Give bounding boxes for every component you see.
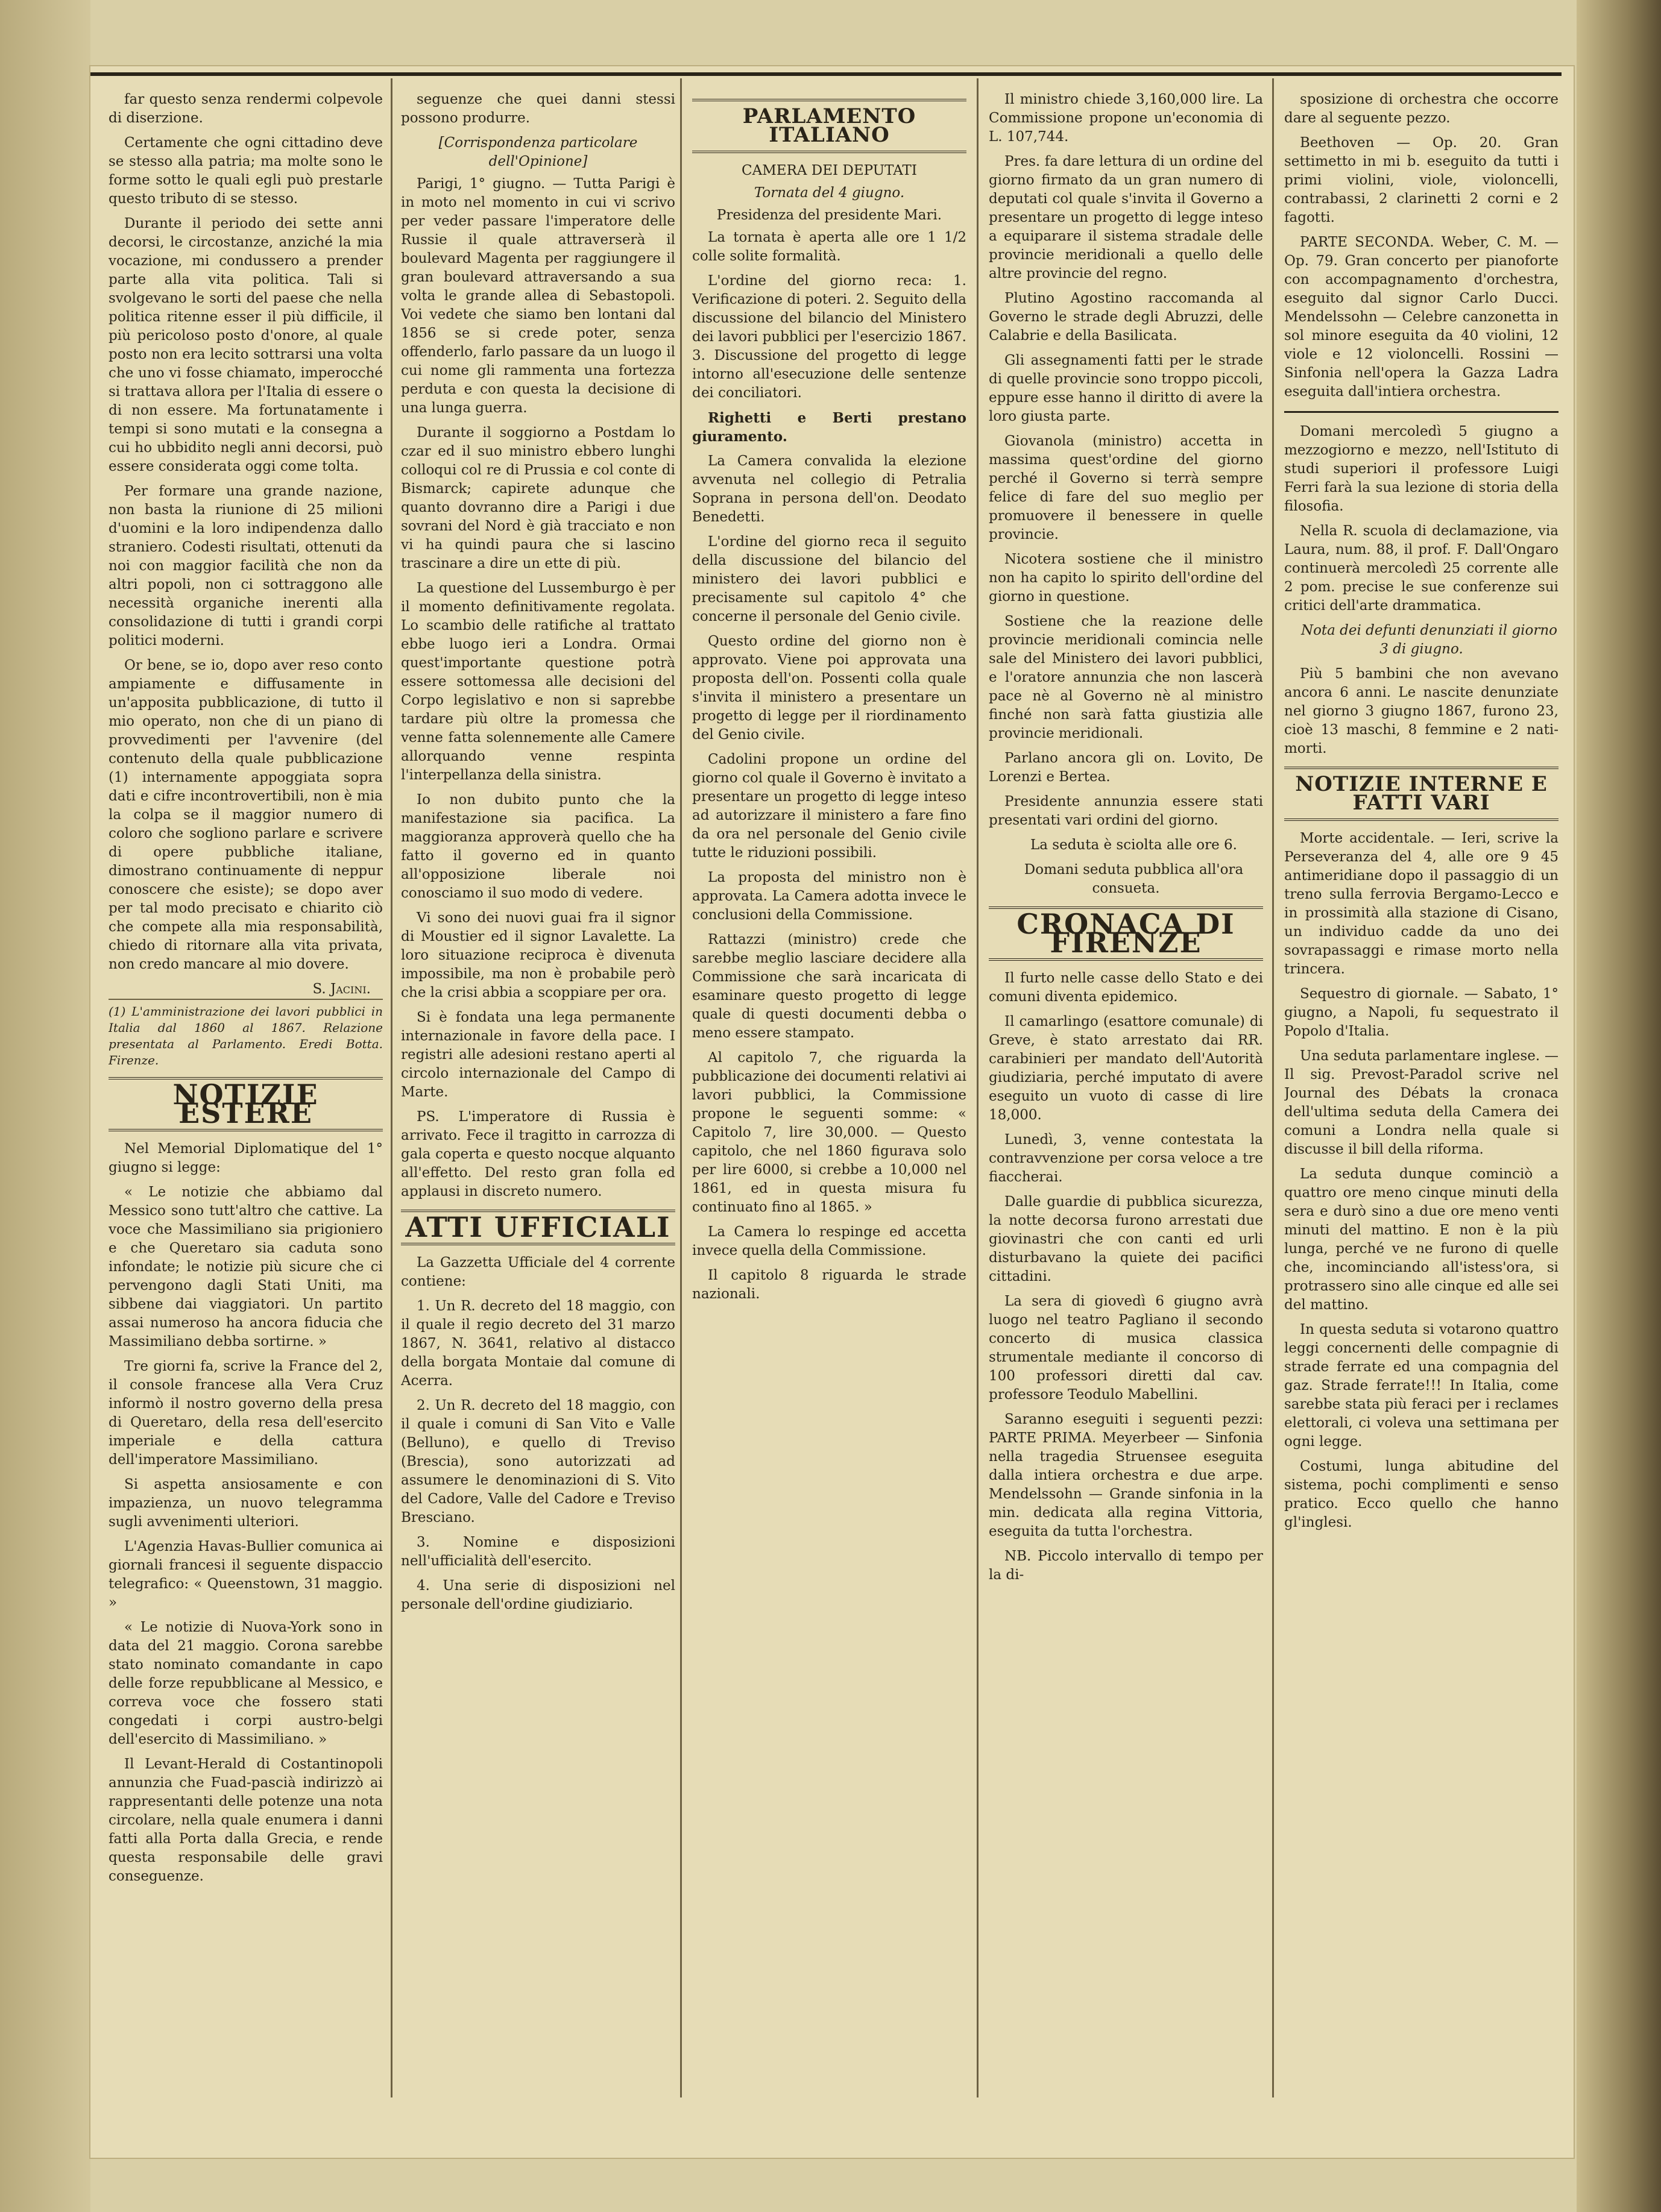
page-left-edge — [0, 0, 90, 2212]
paragraph: La proposta del ministro non è approvata. La Camera adotta invece le conclusioni della Commissione. — [692, 870, 966, 923]
paragraph: Sequestro di giornale. — Sabato, 1° giugno, a Napoli, fu sequestrato il Popolo d'Italia. — [1284, 986, 1559, 1039]
paragraph: Pres. fa dare lettura di un ordine del giorno firmato da un gran numero di deputati col quale s'invita il Governo a presentare un progetto di legge inteso a equiparare il sistema stradale delle provincie meridionali a quello delle altre provincie del regno. — [989, 154, 1263, 281]
column-rule — [391, 78, 392, 2097]
paragraph: Nella R. scuola di declamazione, via Laura, num. 88, il prof. F. Dall'Ongaro continuerà mercoledì 25 corrente alle 2 pom. precise le sue conferenze sui critici dell'arte drammatica. — [1284, 523, 1559, 614]
paragraph: Saranno eseguiti i seguenti pezzi: PARTE PRIMA. Meyerbeer — Sinfonia nella tragedia Struensee eseguita dalla intiera orchestra e due arpe. Mendelssohn — Grande sinfonia in la min. dedicata alla regina Vittoria, eseguita da tutta l'orchestra. — [989, 1412, 1263, 1539]
separator — [1284, 411, 1559, 413]
paragraph: Costumi, lunga abitudine del sistema, pochi complimenti e senso pratico. Ecco quello che hanno gl'inglesi. — [1284, 1459, 1559, 1530]
paragraph: Certamente che ogni cittadino deve se stesso alla patria; ma molte sono le forme sotto le quali egli può prestarle questo tributo di se stesso. — [109, 135, 383, 207]
paragraph: Il furto nelle casse dello Stato e dei comuni diventa epidemico. — [989, 970, 1263, 1005]
paragraph: Vi sono dei nuovi guai fra il signor di Moustier ed il signor Lavalette. La loro situazione reciproca è divenuta impossibile, ma non è probabile però che la crisi abbia a scoppiare per ora. — [401, 910, 675, 1001]
paragraph: Il ministro chiede 3,160,000 lire. La Commissione propone un'economia di L. 107,744. — [989, 92, 1263, 145]
paragraph: La Camera convalida la elezione avvenuta nel collegio di Petralia Soprana in persona dell'on. Deodato Benedetti. — [692, 453, 966, 525]
paragraph: Il Levant-Herald di Costantinopoli annunzia che Fuad-pascià indirizzò ai rappresentanti delle potenze una nota circolare, nella quale enumera i danni fatti alla Porta dalla Grecia, e rende questa responsabile delle gravi conseguenze. — [109, 1756, 383, 1884]
paragraph: Io non dubito punto che la manifestazione sia pacifica. La maggioranza approverà quello che ha fatto il governo ed in quanto all'opposizione liberale noi conosciamo il suo modo di vedere. — [401, 792, 675, 901]
paragraph: Il camarlingo (esattore comunale) di Greve, è stato arrestato dai RR. carabinieri per mandato dell'Autorità giudiziaria, perché imputato di avere eseguito un vuoto di casse di lire 18,000. — [989, 1014, 1263, 1123]
paragraph: Dalle guardie di pubblica sicurezza, la notte decorsa furono arrestati due giovinastri che con canti ed urli disturbavano la quiete dei pacifici cittadini. — [989, 1194, 1263, 1284]
paragraph: « Le notizie di Nuova-York sono in data del 21 maggio. Corona sarebbe stato nominato comandante in capo delle forze repubblicane al Messico, e correva voce che fossero stati congedati i corpi austro-belgi dell'esercito di Massimiliano. » — [109, 1620, 383, 1747]
paragraph: Beethoven — Op. 20. Gran settimetto in mi b. eseguito da tutti i primi violini, viole, violoncelli, contrabassi, 2 clarinetti 2 corni e 2 fagotti. — [1284, 135, 1559, 225]
paragraph: L'ordine del giorno reca il seguito della discussione del bilancio del ministero dei lavori pubblici e precisamente sul capitolo 4° che concerne il personale del Genio civile. — [692, 534, 966, 624]
paragraph: Si aspetta ansiosamente e con impazienza, un nuovo telegramma sugli avvenimenti ulteriori. — [109, 1477, 383, 1530]
paragraph: Una seduta parlamentare inglese. — Il sig. Prevost-Paradol scrive nel Journal des Débats la cronaca dell'ultima seduta della Camera dei comuni a Londra nella quale si discusse il bill della riforma. — [1284, 1048, 1559, 1157]
paragraph: Durante il soggiorno a Postdam lo czar ed il suo ministro ebbero lunghi colloqui col re di Prussia e col conte di Bismarck; capirete adunque che quanto dovranno dire a Parigi i due sovrani del Nord è già tracciato e non vi ha quindi paura che si lascino trascinare a dire un ette di più. — [401, 425, 675, 571]
paragraph: 4. Una serie di disposizioni nel personale dell'ordine giudiziario. — [401, 1578, 675, 1612]
paragraph: La seduta dunque cominciò a quattro ore meno cinque minuti della sera e durò sino a due ore meno venti minuti del mattino. E non è la più lunga, perché ve ne furono di quelle che, incominciando all'istess'ora, si protrassero sino alle cinque ed alle sei del mattino. — [1284, 1166, 1559, 1313]
paragraph: seguenze che quei danni stessi possono produrre. — [401, 92, 675, 126]
section-headline: NOTIZIE ESTERE — [109, 1077, 383, 1131]
paragraph: 1. Un R. decreto del 18 maggio, con il quale il regio decreto del 31 marzo 1867, N. 3641, relativo al distacco della borgata Montaie dal comune di Acerra. — [401, 1298, 675, 1389]
paragraph: 3. Nomine e disposizioni nell'ufficialità dell'esercito. — [401, 1535, 675, 1569]
column-2 — [401, 90, 675, 2097]
paragraph: PARTE SECONDA. Weber, C. M. — Op. 79. Gran concerto per pianoforte con accompagnamento d'orchestra, eseguito dal signor Carlo Ducci. Mendelssohn — Celebre canzonetta in sol minore eseguita da 40 violini, 12 viole e 12 violoncelli. Rossini — Sinfonia nell'opera la Gazza Ladra eseguita dall'intiera orchestra. — [1284, 234, 1559, 400]
section-headline: ATTI UFFICIALI — [401, 1210, 675, 1245]
section-headline: CRONACA DI FIRENZE — [989, 906, 1263, 961]
paragraph: PS. L'imperatore di Russia è arrivato. Fece il tragitto in carrozza di gala coperta e questo nocque alquanto all'effetto. Del resto gran folla ed applausi in discreto numero. — [401, 1109, 675, 1199]
paragraph: La sera di giovedì 6 giugno avrà luogo nel teatro Pagliano il secondo concerto di musica classica strumentale mediante il concorso di 100 professori diretti dal cav. professore Teodulo Mabellini. — [989, 1293, 1263, 1403]
column-rule — [977, 78, 979, 2097]
paragraph: « Le notizie che abbiamo dal Messico sono tutt'altro che cattive. La voce che Massimiliano sia prigioniero e che Queretaro sia caduta sono infondate; le notizie più sicure che ci pervengono dagli Stati Uniti, ma sibbene dai viaggiatori. Un partito assai numeroso ha ancora fiducia che Massimiliano debba sortirne. » — [109, 1184, 383, 1350]
paragraph: Durante il periodo dei sette anni decorsi, le circostanze, anziché la mia vocazione, mi condussero a prender parte alla vita politica. Tali si svolgevano le sorti del paese che nella politica ritenne esser il più difficile, il più pericoloso posto d'onore, al quale posto non era lecito sottrarsi una volta che uno vi fosse chiamato, imperocché si trattava allora per l'Italia di essere o di non essere. Ma fortunatamente i tempi si sono mutati e la consegna a cui ho ubbidito negli anni decorsi, può essere considerata oggi come tolta. — [109, 216, 383, 474]
paragraph: In questa seduta si votarono quattro leggi concernenti delle compagnie di strade ferrate ed una compagnia del gaz. Strade ferrate!!! In Italia, come sarebbe stata più feraci per i reclames elettorali, ci voleva una settimana per ogni legge. — [1284, 1322, 1559, 1450]
paragraph: Gli assegnamenti fatti per le strade di quelle provincie sono troppo piccoli, eppure esse hanno il diritto di avere la loro giusta parte. — [989, 353, 1263, 424]
paragraph: Al capitolo 7, che riguarda la pubblicazione dei documenti relativi ai lavori pubblici, la Commissione propone le seguenti somme: « Capitolo 7, lire 30,000. — Questo capitolo, che nel 1860 figurava solo per lire 6000, si crebbe a 10,000 nel 1861, ed in questa misura fu continuato fino al 1865. » — [692, 1050, 966, 1215]
paragraph: Lunedì, 3, venne contestata la contravvenzione per corsa veloce a tre fiaccherai. — [989, 1132, 1263, 1185]
paragraph: Il capitolo 8 riguarda le strade nazionali. — [692, 1268, 966, 1302]
paragraph: Questo ordine del giorno non è approvato. Viene poi approvata una proposta dell'on. Possenti colla quale s'invita il ministero a presentare un progetto di legge per il riordinamento del Genio civile. — [692, 633, 966, 743]
paragraph: NB. Piccolo intervallo di tempo per la di- — [989, 1548, 1263, 1583]
signature: S. Jacini. — [312, 981, 371, 997]
column-4 — [989, 90, 1263, 2097]
paragraph: Morte accidentale. — Ieri, scrive la Perseveranza del 4, alle ore 9 45 antimeridiane dopo il passaggio di un treno sulla ferrovia Bergamo-Lecco e in prossimità alla stazione di Cisano, un individuo cadde da uno dei sovrapassaggi e rimase morto nella trincera. — [1284, 831, 1559, 977]
paragraph: Nicotera sostiene che il ministro non ha capito lo spirito dell'ordine del giorno in questione. — [989, 551, 1263, 605]
paragraph: La questione del Lussemburgo è per il momento definitivamente regolata. Lo scambio delle ratifiche al trattato ebbe luogo ieri a Londra. Ormai quest'importante questione potrà essere sottomessa alle decisioni del Corpo legislativo e non si saprebbe tardare più oltre la promessa che venne fatta solennemente alle Camere allorquando venne respinta l'interpellanza della sinistra. — [401, 580, 675, 783]
paragraph: La Gazzetta Ufficiale del 4 corrente contiene: — [401, 1255, 675, 1289]
paragraph: Domani seduta pubblica all'ora consueta. — [1024, 862, 1244, 896]
paragraph: Righetti e Berti prestano giuramento. — [692, 410, 966, 445]
footnote: (1) L'amministrazione dei lavori pubblici in Italia dal 1860 al 1867. Relazione presentata al Parlamento. Eredi Botta. Firenze. — [109, 999, 383, 1069]
column-5 — [1284, 90, 1559, 2097]
column-rule — [680, 78, 682, 2097]
paragraph: L'ordine del giorno reca: 1. Verificazione di poteri. 2. Seguito della discussione del bilancio del Ministero dei lavori pubblici per l'esercizio 1867. 3. Discussione del progetto di legge intorno all'esecuzione delle sentenze dei conciliatori. — [692, 273, 966, 401]
chamber-title: CAMERA DEI DEPUTATI — [742, 163, 917, 178]
paragraph: Giovanola (ministro) accetta in massima quest'ordine del giorno perché il Governo si terrà sempre felice di fare del suo meglio per promuovere il benessere in quelle provincie. — [989, 433, 1263, 542]
paragraph: Si è fondata una lega permanente internazionale in favore della pace. I registri alle adesioni restano aperti al circolo internazionale del Campo di Marte. — [401, 1010, 675, 1100]
top-rule — [90, 72, 1562, 76]
sitting-date: Tornata del 4 giugno. — [754, 185, 905, 201]
paragraph: sposizione di orchestra che occorre dare al seguente pezzo. — [1284, 92, 1559, 126]
correspondence-heading: [Corrispondenza particolare dell'Opinione] — [438, 135, 638, 169]
paragraph: Nel Memorial Diplomatique del 1° giugno si legge: — [109, 1141, 383, 1175]
column-3 — [692, 90, 966, 2097]
paragraph: Parlano ancora gli on. Lovito, De Lorenzi e Bertea. — [989, 750, 1263, 785]
paragraph: far questo senza rendermi colpevole di diserzione. — [109, 92, 383, 126]
paragraph: Presidente annunzia essere stati presentati vari ordini del giorno. — [989, 794, 1263, 828]
paragraph: Sostiene che la reazione delle provincie meridionali comincia nelle sale del Ministero dei lavori pubblici, e l'oratore annunzia che non lascerà pace nè al Governo nè al ministro finché non sarà fatta giustizia alle provincie meridionali. — [989, 614, 1263, 741]
paragraph: Cadolini propone un ordine del giorno col quale il Governo è invitato a presentare un progetto di legge inteso ad autorizzare il ministero a fare fino da ora nel personale del Genio civile tutte le riduzioni possibili. — [692, 752, 966, 861]
paragraph: La seduta è sciolta alle ore 6. — [1030, 837, 1237, 853]
paragraph: Plutino Agostino raccomanda al Governo le strade degli Abruzzi, delle Calabrie e della Basilicata. — [989, 291, 1263, 344]
paragraph: 2. Un R. decreto del 18 maggio, con il quale i comuni di San Vito e Valle (Belluno), e quello di Treviso (Brescia), sono autorizzati ad assumere le denominazioni di S. Vito del Cadore, Valle del Cadore e Treviso Bresciano. — [401, 1398, 675, 1525]
paragraph: Per formare una grande nazione, non basta la riunione di 25 milioni d'uomini e la loro indipendenza dallo straniero. Codesti risultati, ottenuti da noi con maggior facilità che non da altri popoli, non ci sottraggono alle necessità organiche inerenti alla consolidazione di tutti i grandi corpi politici moderni. — [109, 483, 383, 649]
paragraph: Tre giorni fa, scrive la France del 2, il console francese alla Vera Cruz informò il nostro governo della presa di Queretaro, della resa dell'esercito imperiale e della cattura dell'imperatore Massimiliano. — [109, 1359, 383, 1468]
column-rule — [1272, 78, 1274, 2097]
paragraph: L'Agenzia Havas-Bullier comunica ai giornali francesi il seguente dispaccio telegrafico: « Queenstown, 31 maggio. » — [109, 1539, 383, 1610]
presidency: Presidenza del presidente Mari. — [716, 207, 942, 223]
section-headline: NOTIZIE INTERNE E FATTI VARI — [1284, 767, 1559, 821]
column-1 — [109, 90, 383, 2097]
paragraph: Nota dei defunti denunziati il giorno 3 di giugno. — [1300, 623, 1558, 657]
paragraph: Rattazzi (ministro) crede che sarebbe meglio lasciare decidere alla Commissione che sarà incaricata di esaminare questo progetto di legge quale di questi documenti debba o meno essere stampato. — [692, 932, 966, 1041]
paragraph: La Camera lo respinge ed accetta invece quella della Commissione. — [692, 1224, 966, 1258]
paragraph: Or bene, se io, dopo aver reso conto ampiamente e diffusamente in un'apposita pubblicazione, di tutto il mio operato, non che di un piano di provvedimenti per l'avvenire (del contenuto della quale pubblicazione (1) internamente appoggiata sopra dati e cifre incontrovertibili, non è mia la colpa se il maggior numero di coloro che sogliono parlare e scrivere di opere pubbliche italiane, dimostrano continuamente di neppur conoscere che esiste); se dopo aver per tal modo precisato e chiarito ciò che compete alla mia responsabilità, chiedo di ritornare alla vita privata, non credo mancare al mio dovere. — [109, 658, 383, 972]
paragraph: Domani mercoledì 5 giugno a mezzogiorno e mezzo, nell'Istituto di studi superiori il professore Luigi Ferri farà la sua lezione di storia della filosofia. — [1284, 424, 1559, 514]
section-headline: PARLAMENTO ITALIANO — [692, 99, 966, 153]
paragraph: La tornata è aperta alle ore 1 1/2 colle solite formalità. — [692, 230, 966, 264]
paragraph: Parigi, 1° giugno. — Tutta Parigi è in moto nel momento in cui vi scrivo per veder passare l'imperatore delle Russie il quale attraverserà il boulevard Magenta per raggiungere il gran boulevard attraversando a sua volta le grande allea di Sebastopoli. Voi vedete che siamo ben lontani dal 1856 se si crede poter, senza offenderlo, farlo passare da un luogo il cui nome gli rammenta una fortezza perduta e con questa la decisione di una lunga guerra. — [401, 176, 675, 416]
binding-edge — [1577, 0, 1661, 2212]
paragraph: Più 5 bambini che non avevano ancora 6 anni. Le nascite denunziate nel giorno 3 giugno 1867, furono 23, cioè 13 maschi, 8 femmine e 2 nati-morti. — [1284, 666, 1559, 756]
